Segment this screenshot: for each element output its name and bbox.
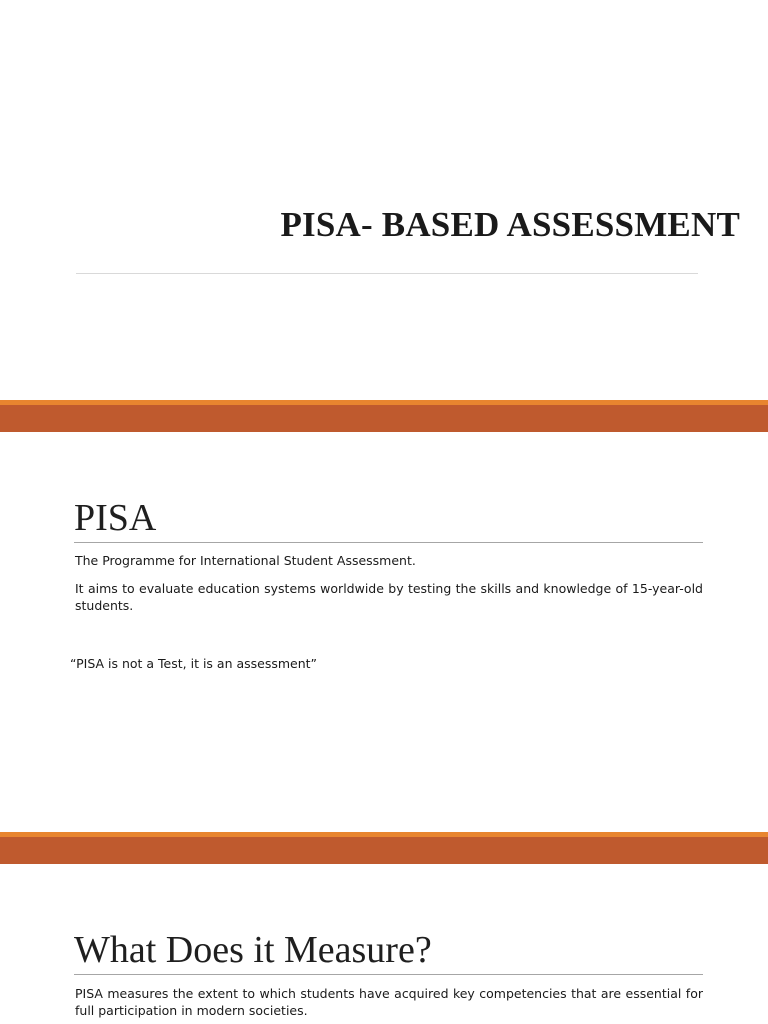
presentation-title: PISA- BASED ASSESSMENT	[280, 205, 740, 244]
pisa-definition-text: The Programme for International Student Assessment.	[75, 553, 416, 568]
heading-divider	[74, 974, 703, 975]
slide-separator-band	[0, 832, 768, 864]
slide-separator-band	[0, 400, 768, 432]
pisa-quote: “PISA is not a Test, it is an assessment”	[70, 656, 318, 671]
title-divider	[76, 273, 698, 274]
measure-description-text: PISA measures the extent to which students have acquired key competencies that are essential for full participation in modern societies.	[75, 986, 703, 1018]
title-slide	[0, 0, 768, 400]
pisa-slide	[0, 432, 768, 832]
slide-heading-pisa: PISA	[74, 497, 157, 539]
measure-slide	[0, 864, 768, 1024]
pisa-aim-text: It aims to evaluate education systems worldwide by testing the skills and knowledge of 15-year-old students.	[75, 581, 703, 613]
heading-divider	[74, 542, 703, 543]
slide-heading-measure: What Does it Measure?	[74, 929, 432, 971]
